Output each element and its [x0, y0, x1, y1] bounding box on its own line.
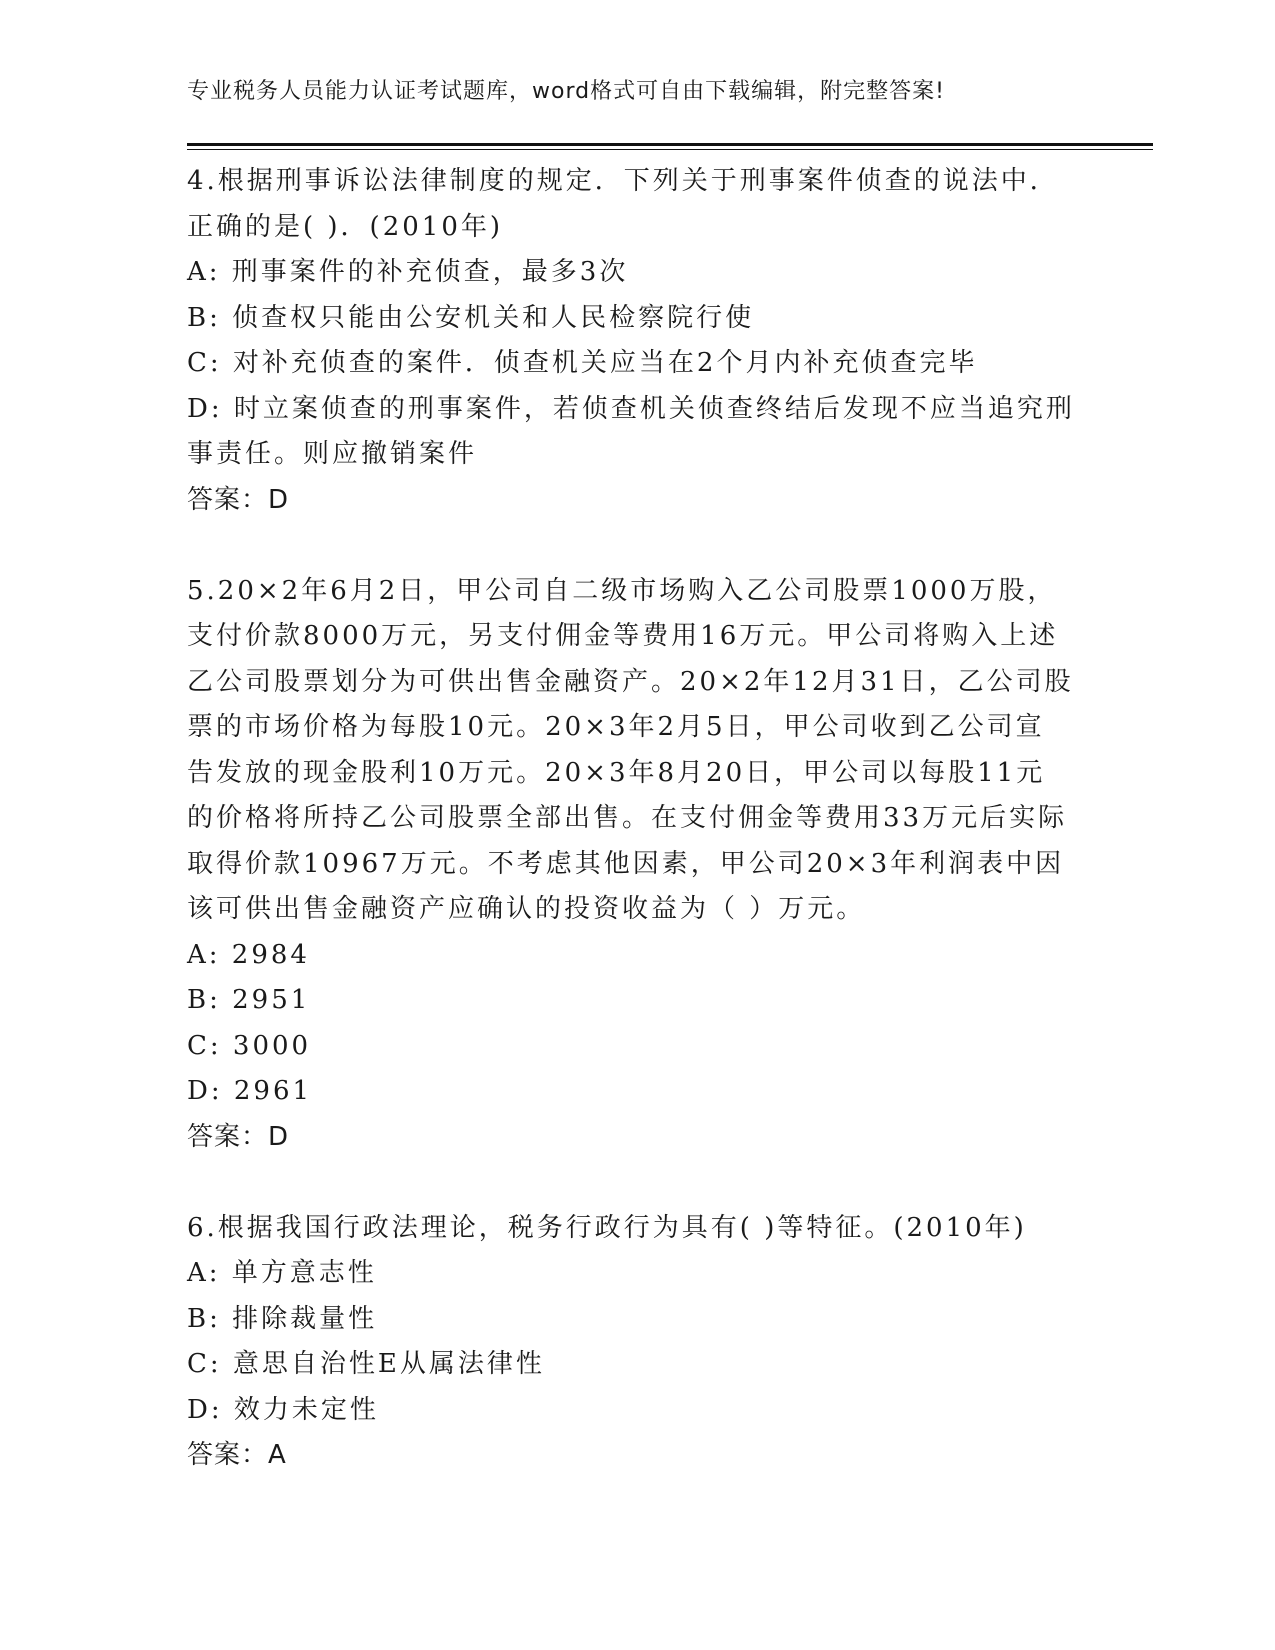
- question-stem-line: 告发放的现金股利10万元。20×3年8月20日，甲公司以每股11元: [187, 757, 1046, 788]
- answer: 答案：D: [187, 1121, 290, 1152]
- header-rule-thin: [187, 149, 1153, 150]
- question-stem-line: 6.根据我国行政法理论，税务行政行为具有( )等特征。(2010年): [187, 1212, 1027, 1243]
- question-stem-line: 正确的是( )．(2010年): [187, 211, 504, 242]
- option-b: B: 侦查权只能由公安机关和人民检察院行使: [187, 302, 755, 333]
- option-b: B: 排除裁量性: [187, 1303, 378, 1334]
- question-stem-line: 票的市场价格为每股10元。20×3年2月5日，甲公司收到乙公司宣: [187, 712, 1045, 742]
- question-6: [187, 1206, 1087, 1479]
- answer: 答案：D: [187, 484, 290, 515]
- question-stem-line: 该可供出售金融资产应确认的投资收益为（ ）万元。: [187, 894, 866, 924]
- spacer: [187, 1160, 1087, 1206]
- option-a: A: 刑事案件的补充侦查，最多3次: [187, 257, 629, 287]
- answer: 答案：A: [187, 1440, 287, 1470]
- question-4: [187, 159, 1087, 523]
- spacer: [187, 523, 1087, 569]
- page-header: 专业税务人员能力认证考试题库，word格式可自由下载编辑，附完整答案!: [187, 79, 945, 104]
- question-list: [187, 159, 1087, 1479]
- header-rule-thick: [187, 143, 1153, 146]
- option-c: C: 对补充侦查的案件．侦查机关应当在2个月内补充侦查完毕: [187, 348, 978, 378]
- option-d-continued: 事责任。则应撤销案件: [187, 439, 478, 469]
- question-stem-line: 4.根据刑事诉讼法律制度的规定．下列关于刑事案件侦查的说法中．: [187, 166, 1059, 196]
- option-d: D: 效力未定性: [187, 1394, 379, 1425]
- option-c: C: 3000: [187, 1030, 312, 1061]
- option-b: B: 2951: [187, 985, 311, 1015]
- question-stem-line: 乙公司股票划分为可供出售金融资产。20×2年12月31日，乙公司股: [187, 666, 1074, 697]
- option-d: D: 时立案侦查的刑事案件，若侦查机关侦查终结后发现不应当追究刑: [187, 393, 1075, 424]
- question-stem-line: 支付价款8000万元，另支付佣金等费用16万元。甲公司将购入上述: [187, 621, 1059, 651]
- option-a: A: 单方意志性: [187, 1258, 377, 1288]
- question-stem-line: 5.20×2年6月2日，甲公司自二级市场购入乙公司股票1000万股，: [187, 575, 1057, 606]
- option-c: C: 意思自治性E从属法律性: [187, 1349, 545, 1379]
- question-5: [187, 569, 1087, 1161]
- option-d: D: 2961: [187, 1076, 313, 1106]
- option-a: A: 2984: [187, 939, 310, 970]
- question-stem-line: 的价格将所持乙公司股票全部出售。在支付佣金等费用33万元后实际: [187, 803, 1068, 833]
- question-stem-line: 取得价款10967万元。不考虑其他因素，甲公司20×3年利润表中因: [187, 848, 1065, 879]
